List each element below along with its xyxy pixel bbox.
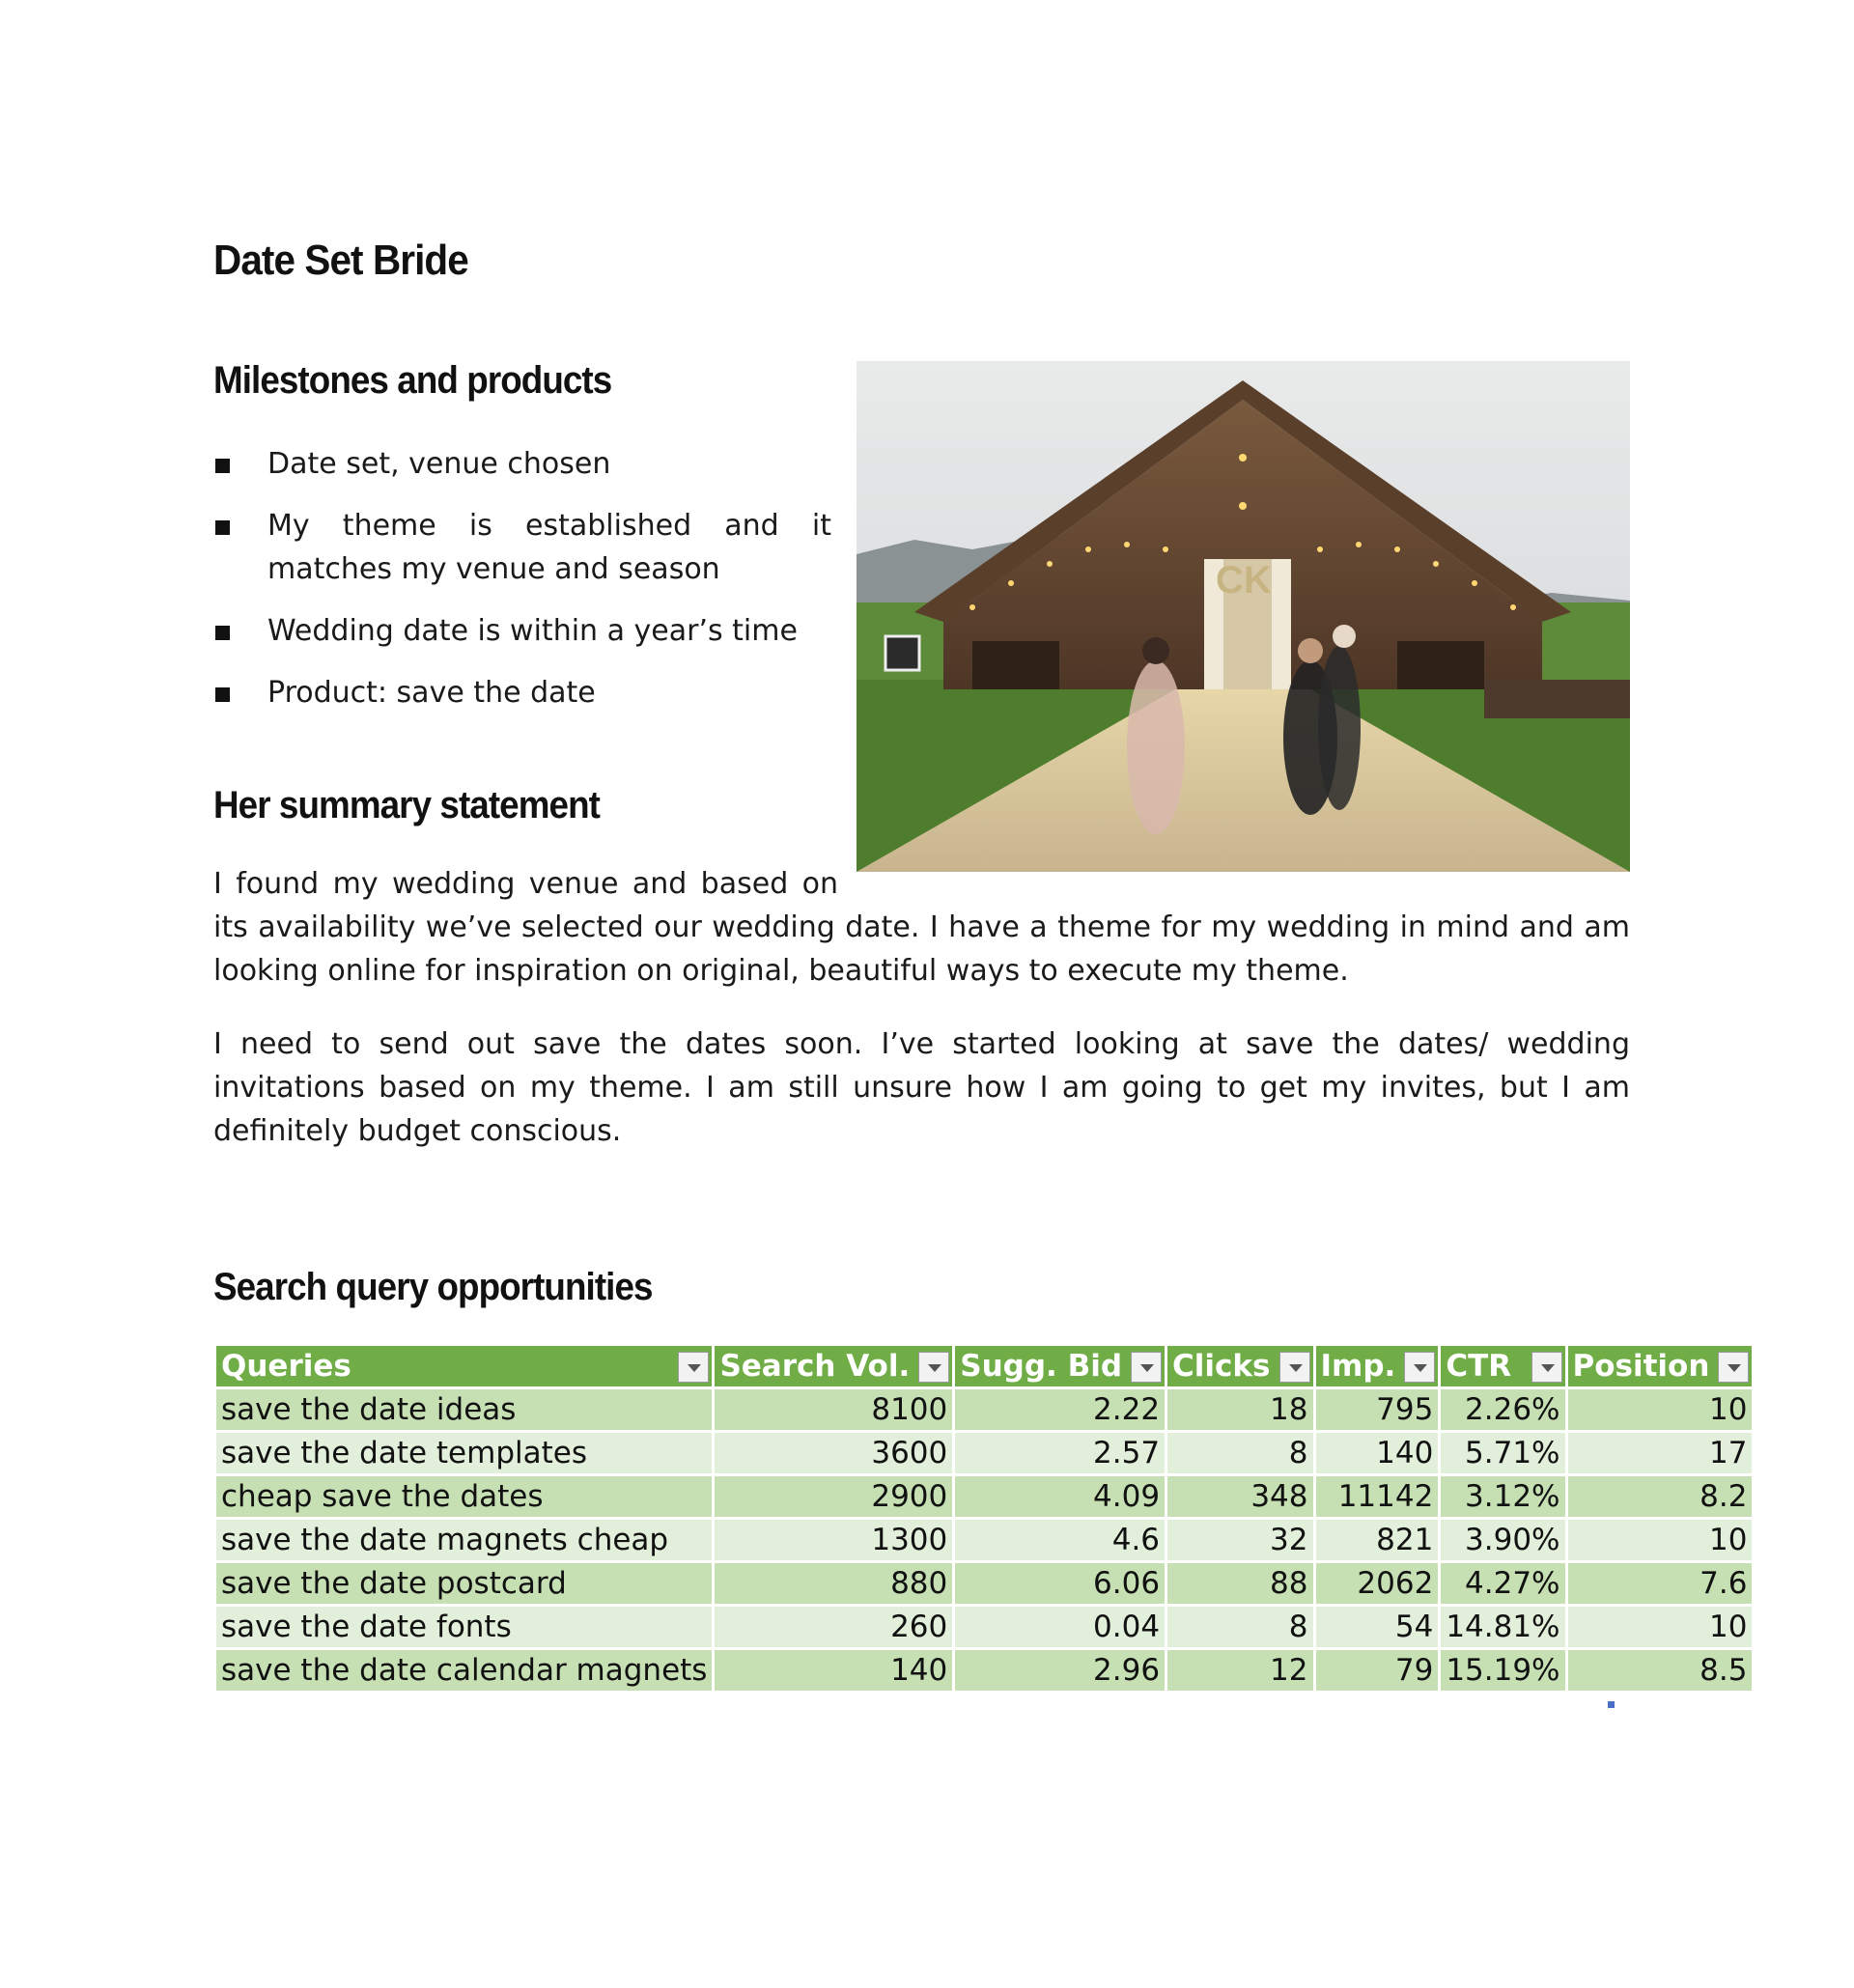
- summary-text-1: I found my wedding venue and based on its availability we’ve selected our wedding date. I have a theme for my wedding in mind and am looking online for inspiration on original, beautiful ways to execute my theme.: [213, 867, 1630, 988]
- milestones-heading: Milestones and products: [213, 359, 612, 402]
- filter-dropdown-icon[interactable]: [678, 1352, 709, 1383]
- milestones-list: [213, 442, 831, 733]
- bullet-icon: [215, 520, 230, 535]
- list-item: Date set, venue chosen: [213, 442, 831, 486]
- column-header-queries[interactable]: Queries: [215, 1345, 714, 1388]
- column-header-clicks[interactable]: Clicks: [1166, 1345, 1314, 1388]
- table-resize-handle[interactable]: [1608, 1701, 1615, 1708]
- filter-dropdown-icon[interactable]: [1404, 1352, 1435, 1383]
- bullet-icon: [215, 626, 230, 640]
- filter-dropdown-icon[interactable]: [1131, 1352, 1162, 1383]
- filter-dropdown-icon[interactable]: [918, 1352, 949, 1383]
- filter-dropdown-icon[interactable]: [1531, 1352, 1562, 1383]
- table-row: save the date calendar magnets 140 2.96 12 79 15.19% 8.5: [215, 1649, 1754, 1693]
- table-row: save the date templates 3600 2.57 8 140 5.71% 17: [215, 1432, 1754, 1475]
- column-header-sugg-bid[interactable]: Sugg. Bid: [954, 1345, 1166, 1388]
- filter-dropdown-icon[interactable]: [1279, 1352, 1310, 1383]
- search-heading: Search query opportunities: [213, 1266, 653, 1308]
- summary-paragraph-2: I need to send out save the dates soon. I’ve started looking at save the dates/ wedding invitations based on my theme. I am still unsure how I am going to get my invites, but I am definitely budget conscious.: [213, 1027, 1630, 1148]
- table-row: cheap save the dates 2900 4.09 348 11142 3.12% 8.2: [215, 1475, 1754, 1519]
- column-header-ctr[interactable]: CTR: [1440, 1345, 1566, 1388]
- search-query-table: [213, 1343, 1755, 1694]
- bullet-icon: [215, 687, 230, 702]
- table-header-row: [215, 1345, 1754, 1388]
- bullet-icon: [215, 459, 230, 473]
- table-row: save the date ideas 8100 2.22 18 795 2.26% 10: [215, 1388, 1754, 1432]
- filter-dropdown-icon[interactable]: [1718, 1352, 1749, 1383]
- page-title: Date Set Bride: [213, 237, 468, 284]
- table-row: save the date postcard 880 6.06 88 2062 4.27% 7.6: [215, 1562, 1754, 1606]
- barn-monogram: CK: [1216, 559, 1272, 602]
- column-header-position[interactable]: Position: [1566, 1345, 1754, 1388]
- list-item: Product: save the date: [213, 671, 831, 714]
- table-row: save the date magnets cheap 1300 4.6 32 821 3.90% 10: [215, 1519, 1754, 1562]
- list-item: My theme is established and it matches my venue and season: [213, 504, 831, 591]
- column-header-search-vol[interactable]: Search Vol.: [714, 1345, 954, 1388]
- column-header-imp[interactable]: Imp.: [1314, 1345, 1440, 1388]
- table-row: save the date fonts 260 0.04 8 54 14.81% 10: [215, 1606, 1754, 1649]
- barn-wedding-photo: [857, 361, 1630, 872]
- list-item: Wedding date is within a year’s time: [213, 609, 831, 653]
- summary-heading: Her summary statement: [213, 784, 600, 826]
